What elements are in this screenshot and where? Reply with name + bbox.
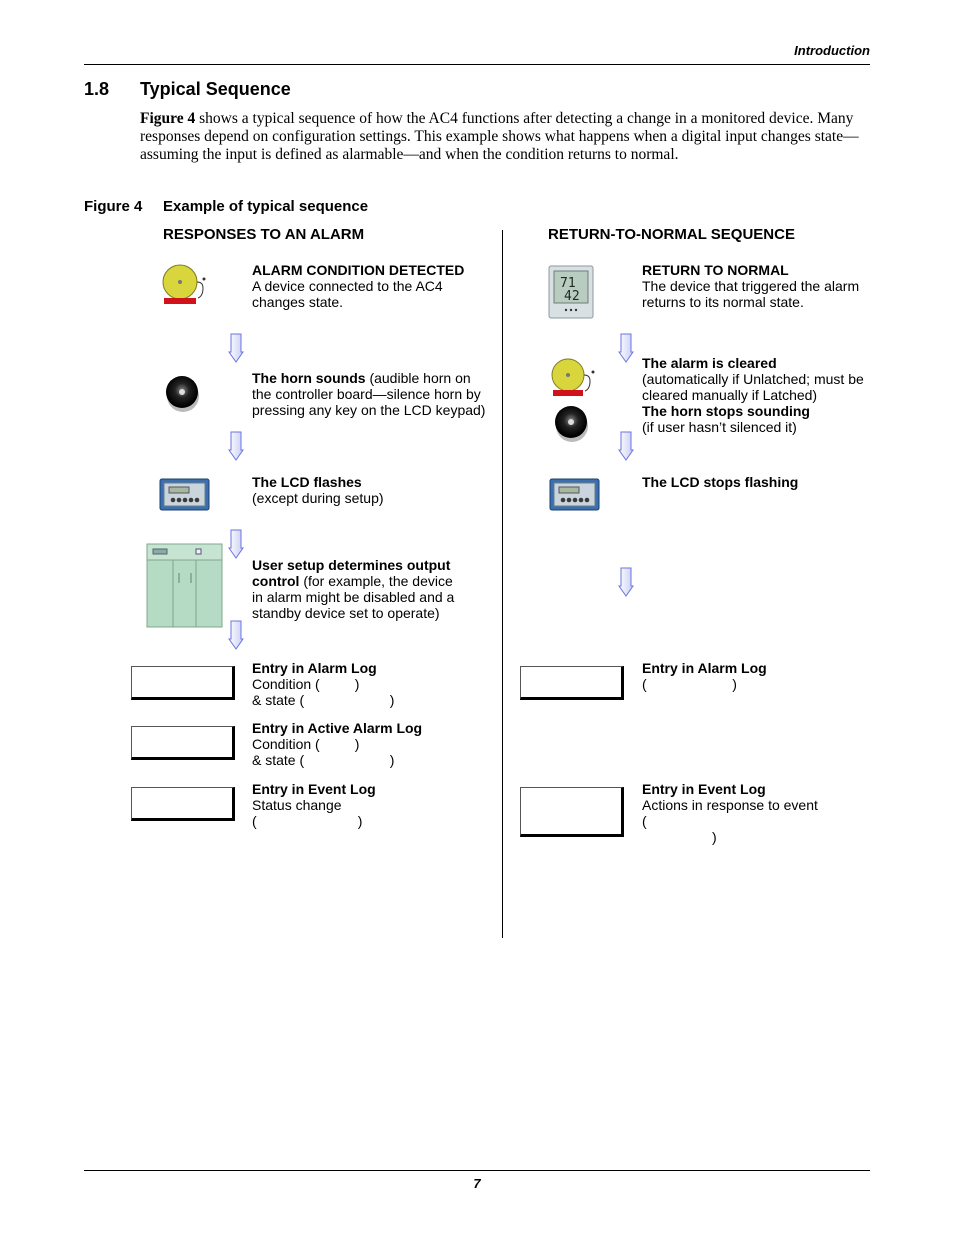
step-line: (if user hasn’t silenced it) (642, 419, 797, 435)
running-header: Introduction (794, 43, 870, 58)
down-arrow-icon (228, 620, 244, 650)
step-line: pressing any key on the LCD keypad) (252, 402, 486, 418)
left-active-alarm-log-entry (252, 720, 422, 768)
lcd-panel-icon (549, 478, 601, 512)
left-column-heading: RESPONSES TO AN ALARM (163, 226, 365, 243)
log-line: Condition ( ) (252, 676, 360, 692)
step-heading: ALARM CONDITION DETECTED (252, 262, 465, 278)
event-log-screen (131, 787, 235, 821)
log-line: & state ( ) (252, 692, 395, 708)
step-heading: The alarm is cleared (642, 355, 777, 371)
section-number: 1.8 (84, 79, 110, 99)
left-event-log-entry (252, 781, 376, 829)
log-heading: Entry in Alarm Log (252, 660, 377, 676)
event-log-screen (520, 787, 624, 837)
figure-reference: Figure 4 (140, 110, 196, 127)
step-heading: User setup determines output (252, 557, 451, 573)
cooling-unit-icon (146, 543, 224, 629)
horn-icon (552, 402, 592, 446)
step-line: (for example, the device (299, 573, 453, 589)
step-line: in alarm might be disabled and a (252, 589, 455, 605)
left-step-alarm-detected (252, 262, 464, 310)
log-line: Actions in response to event (642, 797, 818, 813)
step-heading: The horn stops sounding (642, 403, 810, 419)
footer-rule (84, 1170, 870, 1171)
step-line: standby device set to operate) (252, 605, 440, 621)
step-line: (except during setup) (252, 490, 384, 506)
log-heading: Entry in Alarm Log (642, 660, 767, 676)
lcd-panel-icon (159, 478, 211, 512)
figure-label: Figure 4 (84, 198, 143, 215)
left-step-horn-sounds (252, 370, 485, 418)
step-heading: The LCD flashes (252, 474, 362, 490)
down-arrow-icon (228, 529, 244, 559)
alarm-log-screen (131, 666, 235, 700)
alarm-bell-icon (548, 356, 604, 402)
log-heading: Entry in Event Log (642, 781, 766, 797)
left-step-output-control (252, 557, 454, 621)
display-reading-1: 71 (560, 276, 576, 291)
left-step-lcd-flashes (252, 474, 384, 506)
step-line: changes state. (252, 294, 344, 310)
step-line: The device that triggered the alarm (642, 278, 860, 294)
right-step-return-normal (642, 262, 859, 310)
right-alarm-log-entry (642, 660, 767, 692)
thermometer-display-icon (548, 265, 594, 319)
step-line: cleared manually if Latched) (642, 387, 818, 403)
right-column-heading: RETURN-TO-NORMAL SEQUENCE (548, 226, 795, 243)
down-arrow-icon (228, 431, 244, 461)
right-step-lcd-stops (642, 474, 798, 490)
page-number: 7 (473, 1176, 481, 1191)
step-line: (audible horn on (365, 370, 471, 386)
step-heading: RETURN TO NORMAL (642, 262, 789, 278)
header-rule (84, 64, 870, 65)
intro-text: shows a typical sequence of how the AC4 functions after detecting a change in a monitored device. Many responses depend on configuration settings. This example shows what happens when a digital input changes state—assuming the input is defined as alarmable—and when the condition returns to normal. (140, 110, 859, 163)
log-line: ( ) (642, 676, 737, 692)
log-line: Condition ( ) (252, 736, 360, 752)
log-line: Status change (252, 797, 342, 813)
figure-title: Example of typical sequence (163, 198, 369, 215)
step-heading: The LCD stops flashing (642, 474, 799, 490)
down-arrow-icon (618, 333, 634, 363)
step-line: (automatically if Unlatched; must be (642, 371, 864, 387)
display-reading-2: 42 (564, 289, 580, 304)
step-line: returns to its normal state. (642, 294, 804, 310)
log-line: ( ) (252, 813, 363, 829)
intro-paragraph (140, 110, 870, 164)
active-alarm-log-screen (131, 726, 235, 760)
log-line: & state ( ) (252, 752, 395, 768)
alarm-log-screen (520, 666, 624, 700)
down-arrow-icon (228, 333, 244, 363)
log-line: ( (642, 813, 647, 829)
log-heading: Entry in Event Log (252, 781, 376, 797)
down-arrow-icon (618, 431, 634, 461)
horn-icon (163, 372, 203, 416)
step-line: the controller board—silence horn by (252, 386, 481, 402)
column-divider (502, 230, 503, 938)
step-heading: control (252, 573, 300, 589)
step-heading: The horn sounds (252, 370, 366, 386)
section-title: Typical Sequence (140, 79, 291, 99)
alarm-bell-icon (158, 262, 214, 308)
right-step-alarm-cleared (642, 355, 864, 435)
left-alarm-log-entry (252, 660, 394, 708)
log-heading: Entry in Active Alarm Log (252, 720, 423, 736)
step-line: A device connected to the AC4 (252, 278, 443, 294)
right-event-log-entry (642, 781, 818, 845)
down-arrow-icon (618, 567, 634, 597)
log-line: ) (642, 829, 717, 845)
